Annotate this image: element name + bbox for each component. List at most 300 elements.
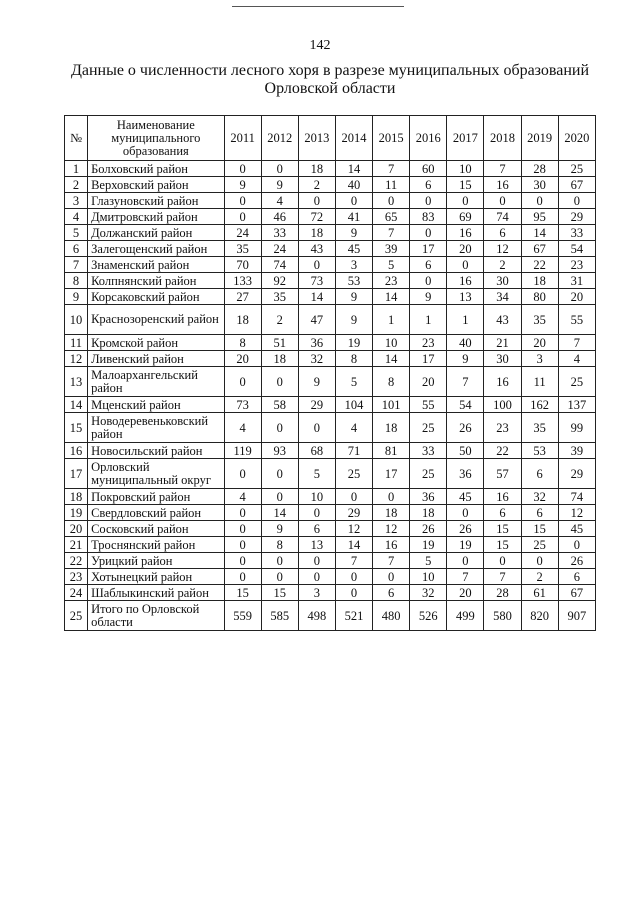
year-value-cell: 0 — [484, 553, 521, 569]
year-value-cell: 68 — [298, 443, 335, 459]
row-number: 3 — [65, 193, 88, 209]
year-value-cell: 74 — [484, 209, 521, 225]
district-name: Болховский район — [88, 161, 225, 177]
year-value-cell: 13 — [447, 289, 484, 305]
year-value-cell: 15 — [521, 521, 558, 537]
year-value-cell: 6 — [410, 177, 447, 193]
year-value-cell: 57 — [484, 459, 521, 489]
year-value-cell: 0 — [410, 193, 447, 209]
year-value-cell: 0 — [298, 257, 335, 273]
year-value-cell: 32 — [521, 489, 558, 505]
year-value-cell: 0 — [261, 459, 298, 489]
year-value-cell: 8 — [224, 335, 261, 351]
year-value-cell: 15 — [261, 585, 298, 601]
year-value-cell: 119 — [224, 443, 261, 459]
year-value-cell: 93 — [261, 443, 298, 459]
district-name: Дмитровский район — [88, 209, 225, 225]
year-value-cell: 31 — [558, 273, 595, 289]
table-row — [65, 193, 596, 209]
year-value-cell: 45 — [447, 489, 484, 505]
district-name: Новодеревеньковский район — [88, 413, 225, 443]
year-value-cell: 0 — [298, 553, 335, 569]
year-value-cell: 907 — [558, 601, 595, 631]
year-value-cell: 26 — [558, 553, 595, 569]
year-value-cell: 0 — [335, 193, 372, 209]
year-value-cell: 27 — [224, 289, 261, 305]
year-value-cell: 17 — [410, 241, 447, 257]
year-value-cell: 3 — [521, 351, 558, 367]
year-value-cell: 137 — [558, 397, 595, 413]
year-value-cell: 526 — [410, 601, 447, 631]
year-value-cell: 53 — [521, 443, 558, 459]
year-value-cell: 8 — [373, 367, 410, 397]
year-value-cell: 4 — [224, 489, 261, 505]
table-body — [65, 161, 596, 631]
header-number: № — [65, 116, 88, 161]
row-number: 14 — [65, 397, 88, 413]
year-value-cell: 7 — [373, 553, 410, 569]
district-name: Знаменский район — [88, 257, 225, 273]
year-value-cell: 9 — [224, 177, 261, 193]
table-row — [65, 241, 596, 257]
year-value-cell: 16 — [484, 489, 521, 505]
table-row — [65, 225, 596, 241]
header-year: 2018 — [484, 116, 521, 161]
year-value-cell: 58 — [261, 397, 298, 413]
year-value-cell: 5 — [410, 553, 447, 569]
year-value-cell: 29 — [335, 505, 372, 521]
row-number: 20 — [65, 521, 88, 537]
year-value-cell: 18 — [224, 305, 261, 335]
header-year: 2019 — [521, 116, 558, 161]
row-number: 7 — [65, 257, 88, 273]
year-value-cell: 73 — [224, 397, 261, 413]
year-value-cell: 0 — [224, 569, 261, 585]
year-value-cell: 25 — [410, 459, 447, 489]
year-value-cell: 17 — [410, 351, 447, 367]
year-value-cell: 0 — [447, 193, 484, 209]
year-value-cell: 45 — [558, 521, 595, 537]
year-value-cell: 55 — [410, 397, 447, 413]
year-value-cell: 19 — [447, 537, 484, 553]
year-value-cell: 54 — [558, 241, 595, 257]
year-value-cell: 0 — [224, 367, 261, 397]
year-value-cell: 0 — [261, 161, 298, 177]
year-value-cell: 585 — [261, 601, 298, 631]
table-row — [65, 273, 596, 289]
year-value-cell: 16 — [484, 367, 521, 397]
year-value-cell: 20 — [558, 289, 595, 305]
year-value-cell: 9 — [261, 521, 298, 537]
document-title-line-2: Орловской области — [264, 80, 396, 97]
table-row — [65, 505, 596, 521]
district-name: Должанский район — [88, 225, 225, 241]
district-name: Урицкий район — [88, 553, 225, 569]
row-number: 21 — [65, 537, 88, 553]
year-value-cell: 71 — [335, 443, 372, 459]
year-value-cell: 18 — [410, 505, 447, 521]
table-row — [65, 601, 596, 631]
year-value-cell: 0 — [373, 569, 410, 585]
district-name: Малоархангельский район — [88, 367, 225, 397]
year-value-cell: 0 — [484, 193, 521, 209]
year-value-cell: 16 — [484, 177, 521, 193]
year-value-cell: 53 — [335, 273, 372, 289]
year-value-cell: 101 — [373, 397, 410, 413]
year-value-cell: 10 — [410, 569, 447, 585]
year-value-cell: 0 — [298, 193, 335, 209]
table-row — [65, 209, 596, 225]
year-value-cell: 95 — [521, 209, 558, 225]
district-name: Краснозоренский район — [88, 305, 225, 335]
year-value-cell: 30 — [484, 351, 521, 367]
year-value-cell: 24 — [224, 225, 261, 241]
year-value-cell: 22 — [484, 443, 521, 459]
year-value-cell: 32 — [410, 585, 447, 601]
year-value-cell: 26 — [410, 521, 447, 537]
year-value-cell: 7 — [558, 335, 595, 351]
row-number: 11 — [65, 335, 88, 351]
row-number: 13 — [65, 367, 88, 397]
year-value-cell: 12 — [373, 521, 410, 537]
year-value-cell: 6 — [484, 225, 521, 241]
year-value-cell: 20 — [447, 585, 484, 601]
year-value-cell: 16 — [447, 273, 484, 289]
table-row — [65, 521, 596, 537]
year-value-cell: 7 — [484, 569, 521, 585]
year-value-cell: 0 — [224, 505, 261, 521]
year-value-cell: 29 — [298, 397, 335, 413]
table-row — [65, 305, 596, 335]
document-title — [60, 62, 600, 98]
district-name: Шаблыкинский район — [88, 585, 225, 601]
year-value-cell: 0 — [224, 521, 261, 537]
year-value-cell: 5 — [335, 367, 372, 397]
year-value-cell: 20 — [224, 351, 261, 367]
table-row — [65, 397, 596, 413]
year-value-cell: 6 — [521, 459, 558, 489]
year-value-cell: 12 — [558, 505, 595, 521]
year-value-cell: 0 — [521, 553, 558, 569]
year-value-cell: 12 — [335, 521, 372, 537]
table-row — [65, 585, 596, 601]
year-value-cell: 0 — [224, 537, 261, 553]
row-number: 18 — [65, 489, 88, 505]
year-value-cell: 1 — [447, 305, 484, 335]
year-value-cell: 0 — [224, 553, 261, 569]
table-row — [65, 489, 596, 505]
year-value-cell: 13 — [298, 537, 335, 553]
year-value-cell: 33 — [261, 225, 298, 241]
year-value-cell: 18 — [521, 273, 558, 289]
year-value-cell: 80 — [521, 289, 558, 305]
year-value-cell: 7 — [373, 225, 410, 241]
year-value-cell: 8 — [261, 537, 298, 553]
district-name: Сосковский район — [88, 521, 225, 537]
year-value-cell: 45 — [335, 241, 372, 257]
row-number: 17 — [65, 459, 88, 489]
row-number: 12 — [65, 351, 88, 367]
year-value-cell: 18 — [298, 161, 335, 177]
year-value-cell: 0 — [558, 193, 595, 209]
year-value-cell: 24 — [261, 241, 298, 257]
year-value-cell: 521 — [335, 601, 372, 631]
year-value-cell: 14 — [373, 289, 410, 305]
top-rule — [232, 6, 404, 7]
year-value-cell: 43 — [298, 241, 335, 257]
year-value-cell: 15 — [484, 537, 521, 553]
row-number: 10 — [65, 305, 88, 335]
district-name: Свердловский район — [88, 505, 225, 521]
header-year: 2012 — [261, 116, 298, 161]
district-name: Троснянский район — [88, 537, 225, 553]
year-value-cell: 580 — [484, 601, 521, 631]
year-value-cell: 23 — [484, 413, 521, 443]
year-value-cell: 50 — [447, 443, 484, 459]
year-value-cell: 4 — [224, 413, 261, 443]
table-row — [65, 443, 596, 459]
year-value-cell: 6 — [558, 569, 595, 585]
year-value-cell: 6 — [484, 505, 521, 521]
year-value-cell: 26 — [447, 413, 484, 443]
district-name: Покровский район — [88, 489, 225, 505]
document-title-line-1: Данные о численности лесного хоря в разрезе муниципальных образований — [70, 62, 590, 79]
row-number: 15 — [65, 413, 88, 443]
year-value-cell: 39 — [558, 443, 595, 459]
year-value-cell: 9 — [335, 305, 372, 335]
year-value-cell: 60 — [410, 161, 447, 177]
year-value-cell: 480 — [373, 601, 410, 631]
year-value-cell: 6 — [298, 521, 335, 537]
year-value-cell: 5 — [373, 257, 410, 273]
year-value-cell: 5 — [298, 459, 335, 489]
year-value-cell: 14 — [373, 351, 410, 367]
header-year: 2020 — [558, 116, 595, 161]
year-value-cell: 15 — [484, 521, 521, 537]
table-row — [65, 335, 596, 351]
year-value-cell: 72 — [298, 209, 335, 225]
row-number: 4 — [65, 209, 88, 225]
district-name: Залегощенский район — [88, 241, 225, 257]
year-value-cell: 29 — [558, 459, 595, 489]
year-value-cell: 14 — [298, 289, 335, 305]
year-value-cell: 133 — [224, 273, 261, 289]
year-value-cell: 67 — [521, 241, 558, 257]
row-number: 23 — [65, 569, 88, 585]
header-year: 2014 — [335, 116, 372, 161]
year-value-cell: 17 — [373, 459, 410, 489]
year-value-cell: 69 — [447, 209, 484, 225]
year-value-cell: 0 — [261, 553, 298, 569]
district-name: Колпнянский район — [88, 273, 225, 289]
year-value-cell: 54 — [447, 397, 484, 413]
year-value-cell: 47 — [298, 305, 335, 335]
year-value-cell: 10 — [373, 335, 410, 351]
year-value-cell: 0 — [447, 553, 484, 569]
year-value-cell: 0 — [335, 585, 372, 601]
year-value-cell: 15 — [224, 585, 261, 601]
year-value-cell: 9 — [261, 177, 298, 193]
year-value-cell: 6 — [410, 257, 447, 273]
year-value-cell: 100 — [484, 397, 521, 413]
year-value-cell: 18 — [261, 351, 298, 367]
row-number: 25 — [65, 601, 88, 631]
year-value-cell: 498 — [298, 601, 335, 631]
year-value-cell: 32 — [298, 351, 335, 367]
year-value-cell: 12 — [484, 241, 521, 257]
year-value-cell: 2 — [261, 305, 298, 335]
year-value-cell: 67 — [558, 177, 595, 193]
year-value-cell: 28 — [484, 585, 521, 601]
header-year: 2016 — [410, 116, 447, 161]
header-name: Наименование муниципального образования — [88, 116, 225, 161]
year-value-cell: 4 — [558, 351, 595, 367]
data-table — [64, 115, 596, 631]
year-value-cell: 22 — [521, 257, 558, 273]
year-value-cell: 14 — [261, 505, 298, 521]
district-name: Орловский муниципальный округ — [88, 459, 225, 489]
year-value-cell: 820 — [521, 601, 558, 631]
year-value-cell: 0 — [261, 569, 298, 585]
year-value-cell: 0 — [298, 413, 335, 443]
year-value-cell: 0 — [410, 225, 447, 241]
year-value-cell: 29 — [558, 209, 595, 225]
row-number: 22 — [65, 553, 88, 569]
year-value-cell: 28 — [521, 161, 558, 177]
year-value-cell: 2 — [521, 569, 558, 585]
year-value-cell: 35 — [521, 413, 558, 443]
row-number: 6 — [65, 241, 88, 257]
year-value-cell: 26 — [447, 521, 484, 537]
page-number: 142 — [309, 38, 331, 53]
year-value-cell: 104 — [335, 397, 372, 413]
table-row — [65, 537, 596, 553]
year-value-cell: 14 — [521, 225, 558, 241]
year-value-cell: 4 — [335, 413, 372, 443]
district-name: Мценский район — [88, 397, 225, 413]
district-name: Кромской район — [88, 335, 225, 351]
year-value-cell: 0 — [298, 505, 335, 521]
year-value-cell: 18 — [298, 225, 335, 241]
row-number: 16 — [65, 443, 88, 459]
district-name: Хотынецкий район — [88, 569, 225, 585]
district-name: Глазуновский район — [88, 193, 225, 209]
year-value-cell: 40 — [447, 335, 484, 351]
year-value-cell: 36 — [298, 335, 335, 351]
year-value-cell: 0 — [558, 537, 595, 553]
year-value-cell: 20 — [521, 335, 558, 351]
year-value-cell: 20 — [410, 367, 447, 397]
year-value-cell: 70 — [224, 257, 261, 273]
year-value-cell: 0 — [298, 569, 335, 585]
year-value-cell: 55 — [558, 305, 595, 335]
year-value-cell: 33 — [558, 225, 595, 241]
row-number: 24 — [65, 585, 88, 601]
row-number: 9 — [65, 289, 88, 305]
district-name: Ливенский район — [88, 351, 225, 367]
year-value-cell: 18 — [373, 505, 410, 521]
year-value-cell: 559 — [224, 601, 261, 631]
year-value-cell: 7 — [447, 367, 484, 397]
district-name: Верховский район — [88, 177, 225, 193]
year-value-cell: 51 — [261, 335, 298, 351]
year-value-cell: 9 — [298, 367, 335, 397]
year-value-cell: 16 — [373, 537, 410, 553]
table-header-row — [65, 116, 596, 161]
header-year: 2011 — [224, 116, 261, 161]
year-value-cell: 40 — [335, 177, 372, 193]
table-row — [65, 413, 596, 443]
table-row — [65, 569, 596, 585]
year-value-cell: 0 — [335, 489, 372, 505]
year-value-cell: 23 — [373, 273, 410, 289]
year-value-cell: 33 — [410, 443, 447, 459]
year-value-cell: 30 — [484, 273, 521, 289]
year-value-cell: 9 — [335, 289, 372, 305]
year-value-cell: 81 — [373, 443, 410, 459]
year-value-cell: 92 — [261, 273, 298, 289]
table-row — [65, 459, 596, 489]
year-value-cell: 2 — [484, 257, 521, 273]
year-value-cell: 15 — [447, 177, 484, 193]
row-number: 1 — [65, 161, 88, 177]
year-value-cell: 0 — [261, 413, 298, 443]
year-value-cell: 0 — [335, 569, 372, 585]
year-value-cell: 18 — [373, 413, 410, 443]
year-value-cell: 7 — [335, 553, 372, 569]
year-value-cell: 499 — [447, 601, 484, 631]
year-value-cell: 73 — [298, 273, 335, 289]
year-value-cell: 10 — [298, 489, 335, 505]
year-value-cell: 6 — [521, 505, 558, 521]
header-year: 2017 — [447, 116, 484, 161]
year-value-cell: 36 — [447, 459, 484, 489]
year-value-cell: 10 — [447, 161, 484, 177]
year-value-cell: 8 — [335, 351, 372, 367]
year-value-cell: 11 — [373, 177, 410, 193]
district-name: Итого по Орловской области — [88, 601, 225, 631]
year-value-cell: 43 — [484, 305, 521, 335]
year-value-cell: 25 — [558, 367, 595, 397]
year-value-cell: 0 — [447, 505, 484, 521]
district-name: Корсаковский район — [88, 289, 225, 305]
header-year: 2013 — [298, 116, 335, 161]
year-value-cell: 65 — [373, 209, 410, 225]
year-value-cell: 74 — [558, 489, 595, 505]
district-name: Новосильский район — [88, 443, 225, 459]
year-value-cell: 0 — [224, 209, 261, 225]
year-value-cell: 21 — [484, 335, 521, 351]
table-row — [65, 177, 596, 193]
year-value-cell: 3 — [335, 257, 372, 273]
year-value-cell: 162 — [521, 397, 558, 413]
year-value-cell: 19 — [410, 537, 447, 553]
year-value-cell: 25 — [558, 161, 595, 177]
year-value-cell: 35 — [521, 305, 558, 335]
year-value-cell: 25 — [410, 413, 447, 443]
year-value-cell: 0 — [410, 273, 447, 289]
year-value-cell: 0 — [261, 489, 298, 505]
table-row — [65, 161, 596, 177]
year-value-cell: 35 — [224, 241, 261, 257]
year-value-cell: 7 — [373, 161, 410, 177]
year-value-cell: 0 — [373, 489, 410, 505]
year-value-cell: 0 — [224, 161, 261, 177]
year-value-cell: 14 — [335, 537, 372, 553]
table-row — [65, 553, 596, 569]
year-value-cell: 9 — [335, 225, 372, 241]
year-value-cell: 25 — [335, 459, 372, 489]
